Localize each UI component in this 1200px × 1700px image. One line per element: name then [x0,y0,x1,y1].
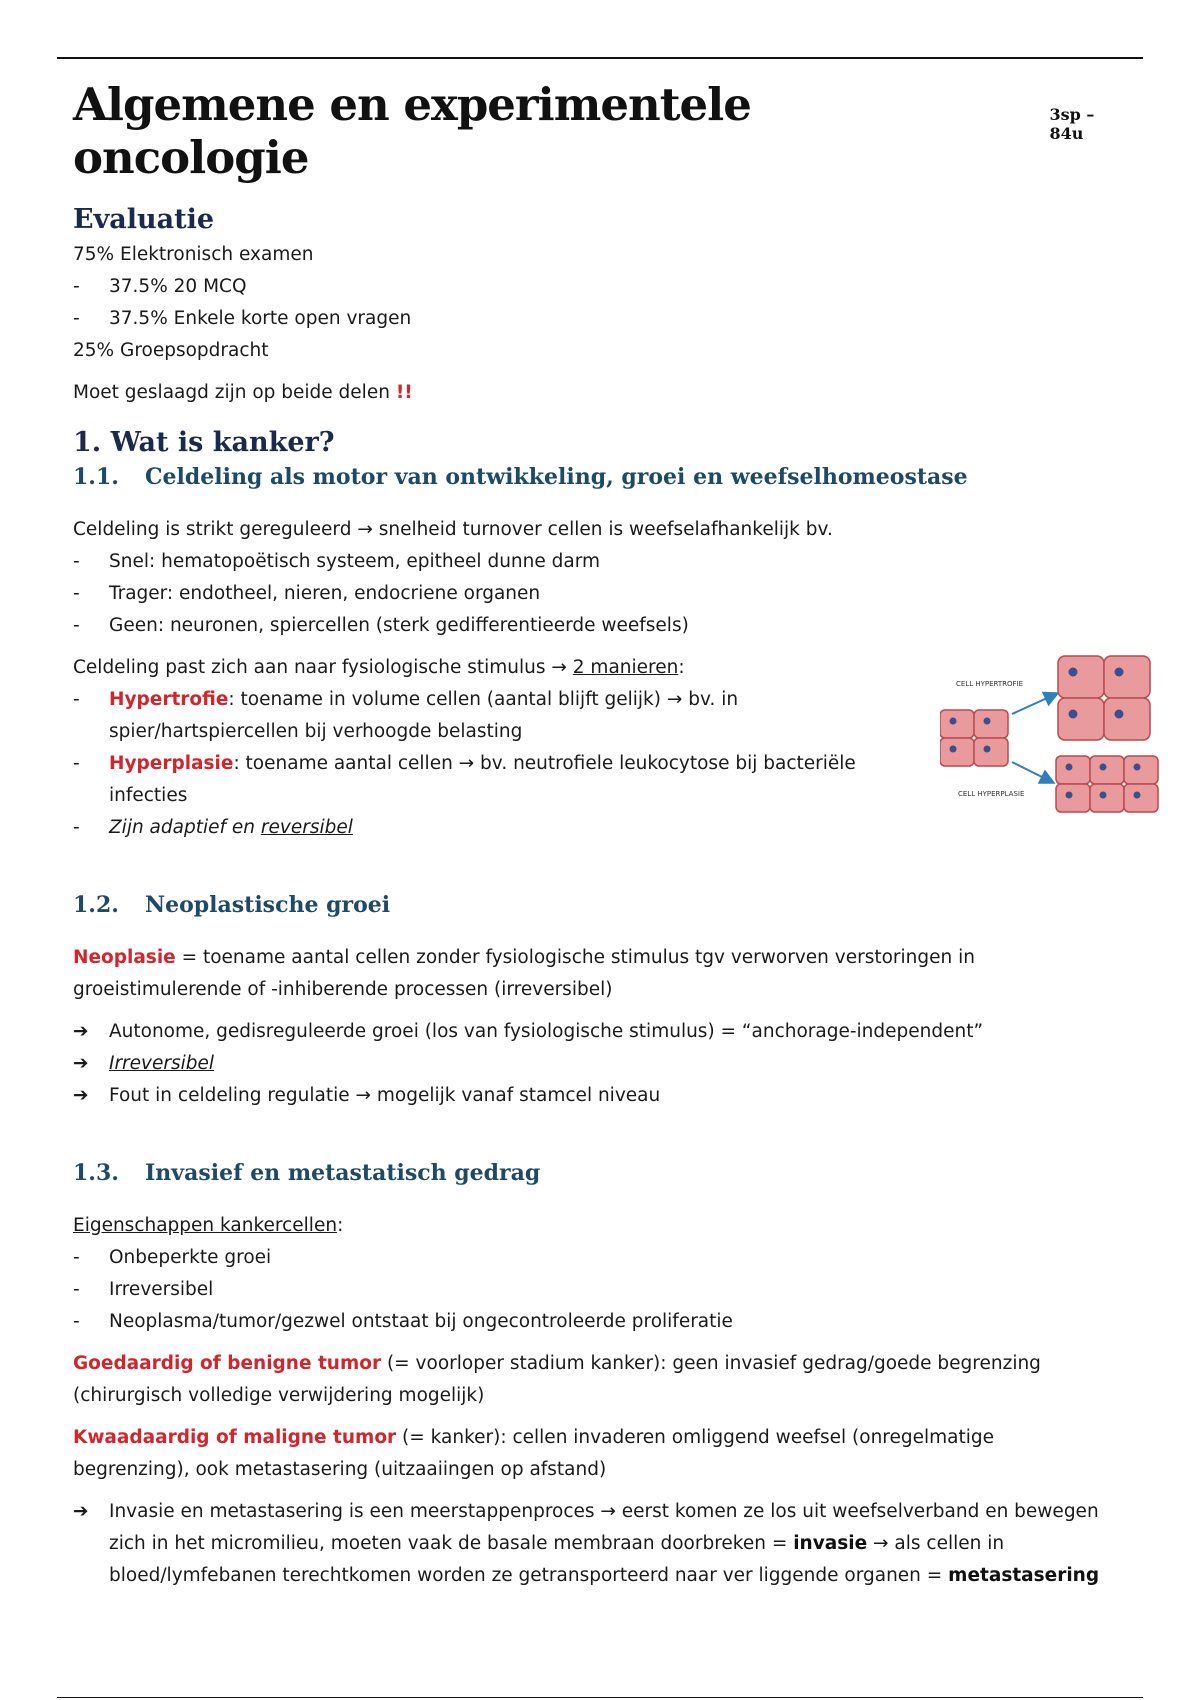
eval-sublist [73,271,1133,335]
arrow-icon [1012,694,1056,714]
cell-diagram [940,650,1170,820]
s3-invasion [73,1496,1133,1592]
s3-props-heading: Eigenschappen kankercellen: [73,1215,344,1236]
list-item: - Trager: endotheel, nieren, endocriene organen [73,583,541,604]
s3-malign: Kwaadaardig of maligne tumor (= kanker): cellen invaderen omliggend weefsel (onregelmatige begrenzing), ook metastasering (uitzaaiingen op afstand) [73,1427,995,1480]
page-title: Algemene en experimentele oncologie [73,78,751,184]
hyperplasia-cells [1056,756,1158,812]
s1-adapt-list [73,684,863,844]
title-row [73,78,1133,184]
section-1-2-heading: 1.2. Neoplastische groei [73,892,391,918]
list-item: - Irreversibel [73,1279,214,1300]
section-1-1-heading: 1.1. Celdeling als motor van ontwikkeling, groei en weefselhomeostase [73,464,968,490]
eval-line-exam: 75% Elektronisch examen [73,244,314,265]
s2-definition: Neoplasie = toename aantal cellen zonder fysiologische stimulus tgv verworven verstoringen in groeistimulerende of -inhiberende processen (irreversibel) [73,947,975,1000]
arrow-icon: ➔ [73,1021,89,1042]
s1-intro: Celdeling is strikt gereguleerd → snelheid turnover cellen is weefselafhankelijk bv. [73,519,833,540]
s1-adapt-intro: Celdeling past zich aan naar fysiologische stimulus → 2 manieren: [73,657,685,678]
arrow-icon: ➔ [73,1053,89,1074]
list-item: - Onbeperkte groei [73,1247,272,1268]
bottom-rule [57,1697,1143,1698]
list-item: - 37.5% Enkele korte open vragen [73,308,412,329]
list-item: - 37.5% 20 MCQ [73,276,247,297]
list-item: ➔ Fout in celdeling regulatie → mogelijk vanaf stamcel niveau [73,1080,1133,1112]
label-hyperplasie: CELL HYPERPLASIE [958,790,1025,798]
credits-badge: 3sp – 84u [1049,105,1095,143]
list-item: - Snel: hematopoëtisch systeem, epitheel dunne darm [73,551,601,572]
top-rule [57,57,1143,59]
list-item: ➔ Irreversibel [73,1048,1133,1080]
arrow-icon: ➔ [73,1085,89,1106]
s3-props-list [73,1242,1133,1338]
list-item: - Hyperplasie: toename aantal cellen → bv. neutrofiele leukocytose bij bacteriële infecties [73,753,856,806]
list-item: - Neoplasma/tumor/gezwel ontstaat bij ongecontroleerde proliferatie [73,1311,733,1332]
list-item: ➔ Autonome, gedisreguleerde groei (los van fysiologische stimulus) = “anchorage-independent” [73,1016,1133,1048]
section-1-3-heading: 1.3. Invasief en metastatisch gedrag [73,1160,541,1186]
label-hypertrofie: CELL HYPERTROFIE [956,680,1024,688]
eval-line-group: 25% Groepsopdracht [73,340,269,361]
list-item: - Zijn adaptief en reversibel [73,817,353,838]
evaluatie-heading: Evaluatie [73,204,215,235]
eval-note: Moet geslaagd zijn op beide delen !! [73,382,413,403]
arrow-icon: ➔ [73,1501,89,1522]
original-cells [940,710,1008,766]
s1-rates-list [73,546,1133,642]
s2-points [73,1016,1133,1112]
hypertrophy-cells [1058,656,1150,740]
warning-mark: !! [395,382,413,403]
list-item: ➔ Invasie en metastasering is een meerstappenproces → eerst komen ze los uit weefselverband en bewegen zich in het micromilieu, moeten vaak de basale membraan doorbreken = invasie → als cellen in bloed/lymfebanen terechtkomen worden ze getransporteerd naar ver liggende organen = metastasering [73,1496,1133,1592]
list-item: - Hypertrofie: toename in volume cellen (aantal blijft gelijk) → bv. in spier/hartspiercellen bij verhoogde belasting [73,689,739,742]
list-item: - Geen: neuronen, spiercellen (sterk gedifferentieerde weefsels) [73,615,689,636]
chapter-heading: 1. Wat is kanker? [73,427,335,458]
arrow-icon [1012,762,1052,782]
s3-benign: Goedaardig of benigne tumor (= voorloper stadium kanker): geen invasief gedrag/goede begrenzing (chirurgisch volledige verwijdering mogelijk) [73,1353,1041,1406]
document-body [73,70,1133,1592]
